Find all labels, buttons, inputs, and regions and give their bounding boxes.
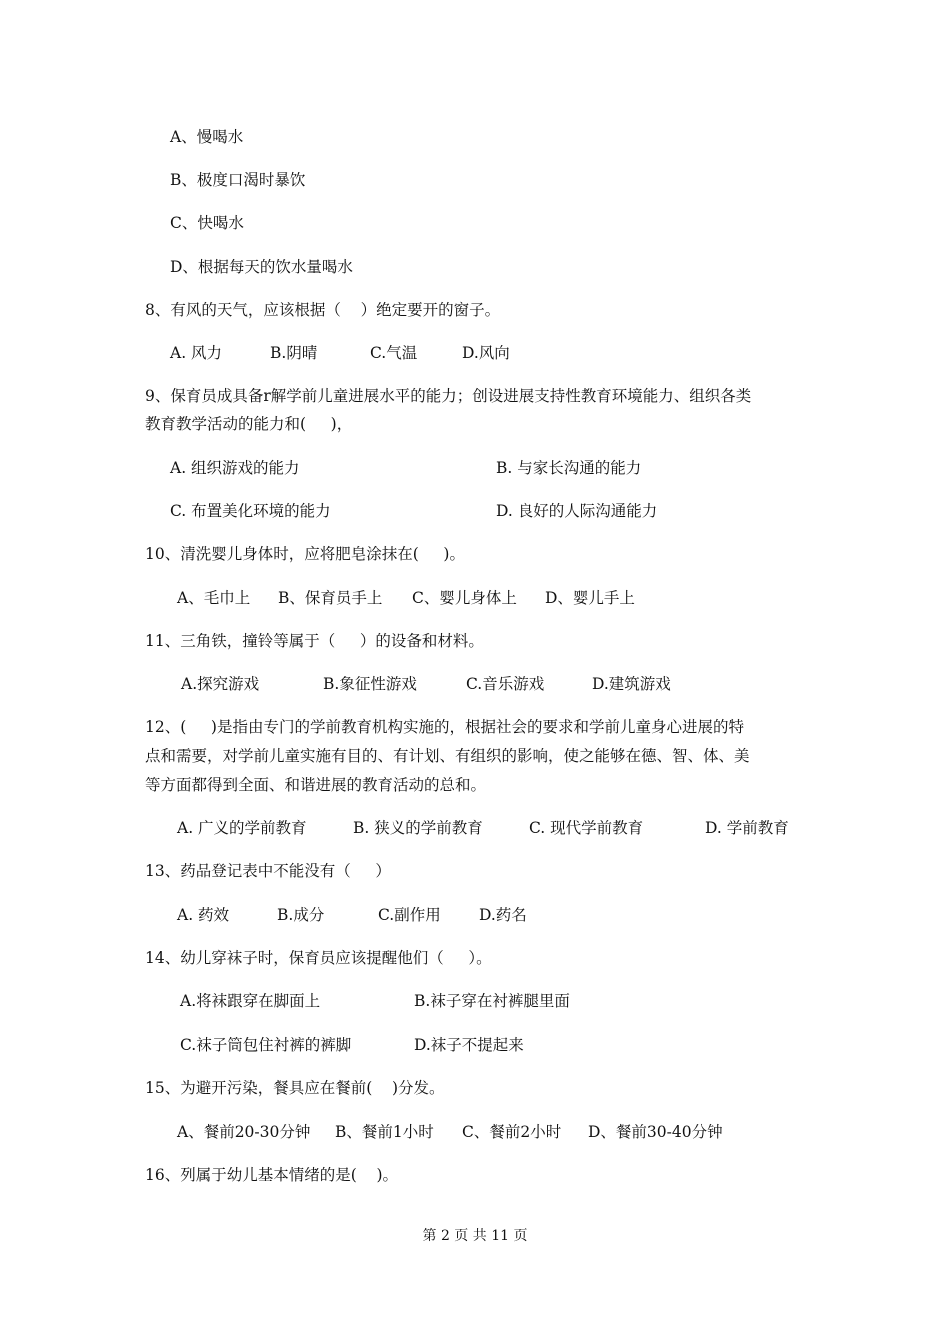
page-number-footer: 第 2 页 共 11 页 (422, 1228, 528, 1244)
q16-stem: 16、列属于幼儿基本情绪的是( )。 (145, 1166, 399, 1184)
q14-stem: 14、幼儿穿袜子时，保育员应该提醒他们（ ）。 (145, 949, 492, 967)
q12-stem-line3: 等方面都得到全面、和谐进展的教育活动的总和。 (145, 776, 487, 794)
q9-option-d: D. 良好的人际沟通能力 (496, 502, 658, 520)
q7-option-c: C、快喝水 (170, 214, 244, 232)
q13-option-c: C.副作用 (378, 906, 441, 924)
q8-stem: 8、有风的天气，应该根据（ ）绝定要开的窗子。 (145, 301, 501, 319)
q12-option-c: C. 现代学前教育 (529, 819, 644, 837)
q9-stem-line2: 教育教学活动的能力和( )， (145, 415, 353, 433)
q14-option-d: D.袜子不提起来 (414, 1036, 524, 1054)
q9-stem-line1: 9、保育员成具备r解学前儿童进展水平的能力；创设进展支持性教育环境能力、组织各类 (145, 387, 752, 405)
q15-stem: 15、为避开污染，餐具应在餐前( )分发。 (145, 1079, 445, 1097)
q8-option-d: D.风向 (462, 344, 510, 362)
q14-option-c: C.袜子筒包住衬裤的裤脚 (180, 1036, 352, 1054)
q13-option-d: D.药名 (479, 906, 527, 924)
q13-option-b: B.成分 (277, 906, 325, 924)
q15-option-a: A、餐前20-30分钟 (177, 1123, 311, 1141)
q15-option-c: C、餐前2小时 (462, 1123, 562, 1141)
q7-option-a: A、慢喝水 (170, 128, 244, 146)
q11-option-c: C.音乐游戏 (466, 675, 545, 693)
q15-option-d: D、餐前30-40分钟 (588, 1123, 723, 1141)
q12-option-b: B. 狭义的学前教育 (353, 819, 483, 837)
q12-stem-line1: 12、( )是指由专门的学前教育机构实施的，根据社会的要求和学前儿童身心进展的特 (145, 718, 744, 736)
q12-option-d: D. 学前教育 (705, 819, 789, 837)
q13-option-a: A. 药效 (177, 906, 230, 924)
q14-option-b: B.袜子穿在衬裤腿里面 (414, 992, 570, 1010)
q12-stem-line2: 点和需要，对学前儿童实施有目的、有计划、有组织的影响，使之能够在德、智、体、美 (145, 747, 750, 765)
q10-option-b: B、保育员手上 (278, 589, 383, 607)
q10-option-a: A、毛巾上 (177, 589, 251, 607)
q9-option-a: A. 组织游戏的能力 (170, 459, 300, 477)
q15-option-b: B、餐前1小时 (335, 1123, 434, 1141)
q8-option-c: C.气温 (370, 344, 418, 362)
q10-option-c: C、婴儿身体上 (412, 589, 517, 607)
q9-option-c: C. 布置美化环境的能力 (170, 502, 331, 520)
q11-option-b: B.象征性游戏 (323, 675, 417, 693)
q10-option-d: D、婴儿手上 (545, 589, 635, 607)
q10-stem: 10、清洗婴儿身体时，应将肥皂涂抹在( )。 (145, 545, 465, 563)
q11-option-d: D.建筑游戏 (592, 675, 671, 693)
q12-option-a: A. 广义的学前教育 (177, 819, 307, 837)
q8-option-b: B.阴晴 (270, 344, 318, 362)
q14-option-a: A.将袜跟穿在脚面上 (180, 992, 321, 1010)
q11-option-a: A.探究游戏 (181, 675, 260, 693)
q7-option-d: D、根据每天的饮水量喝水 (170, 258, 353, 276)
q7-option-b: B、极度口渴时暴饮 (170, 171, 306, 189)
q8-option-a: A. 风力 (170, 344, 223, 362)
q11-stem: 11、三角铁，撞铃等属于（ ）的设备和材料。 (145, 632, 484, 650)
q9-option-b: B. 与家长沟通的能力 (496, 459, 642, 477)
q13-stem: 13、药品登记表中不能没有（ ） (145, 862, 391, 880)
